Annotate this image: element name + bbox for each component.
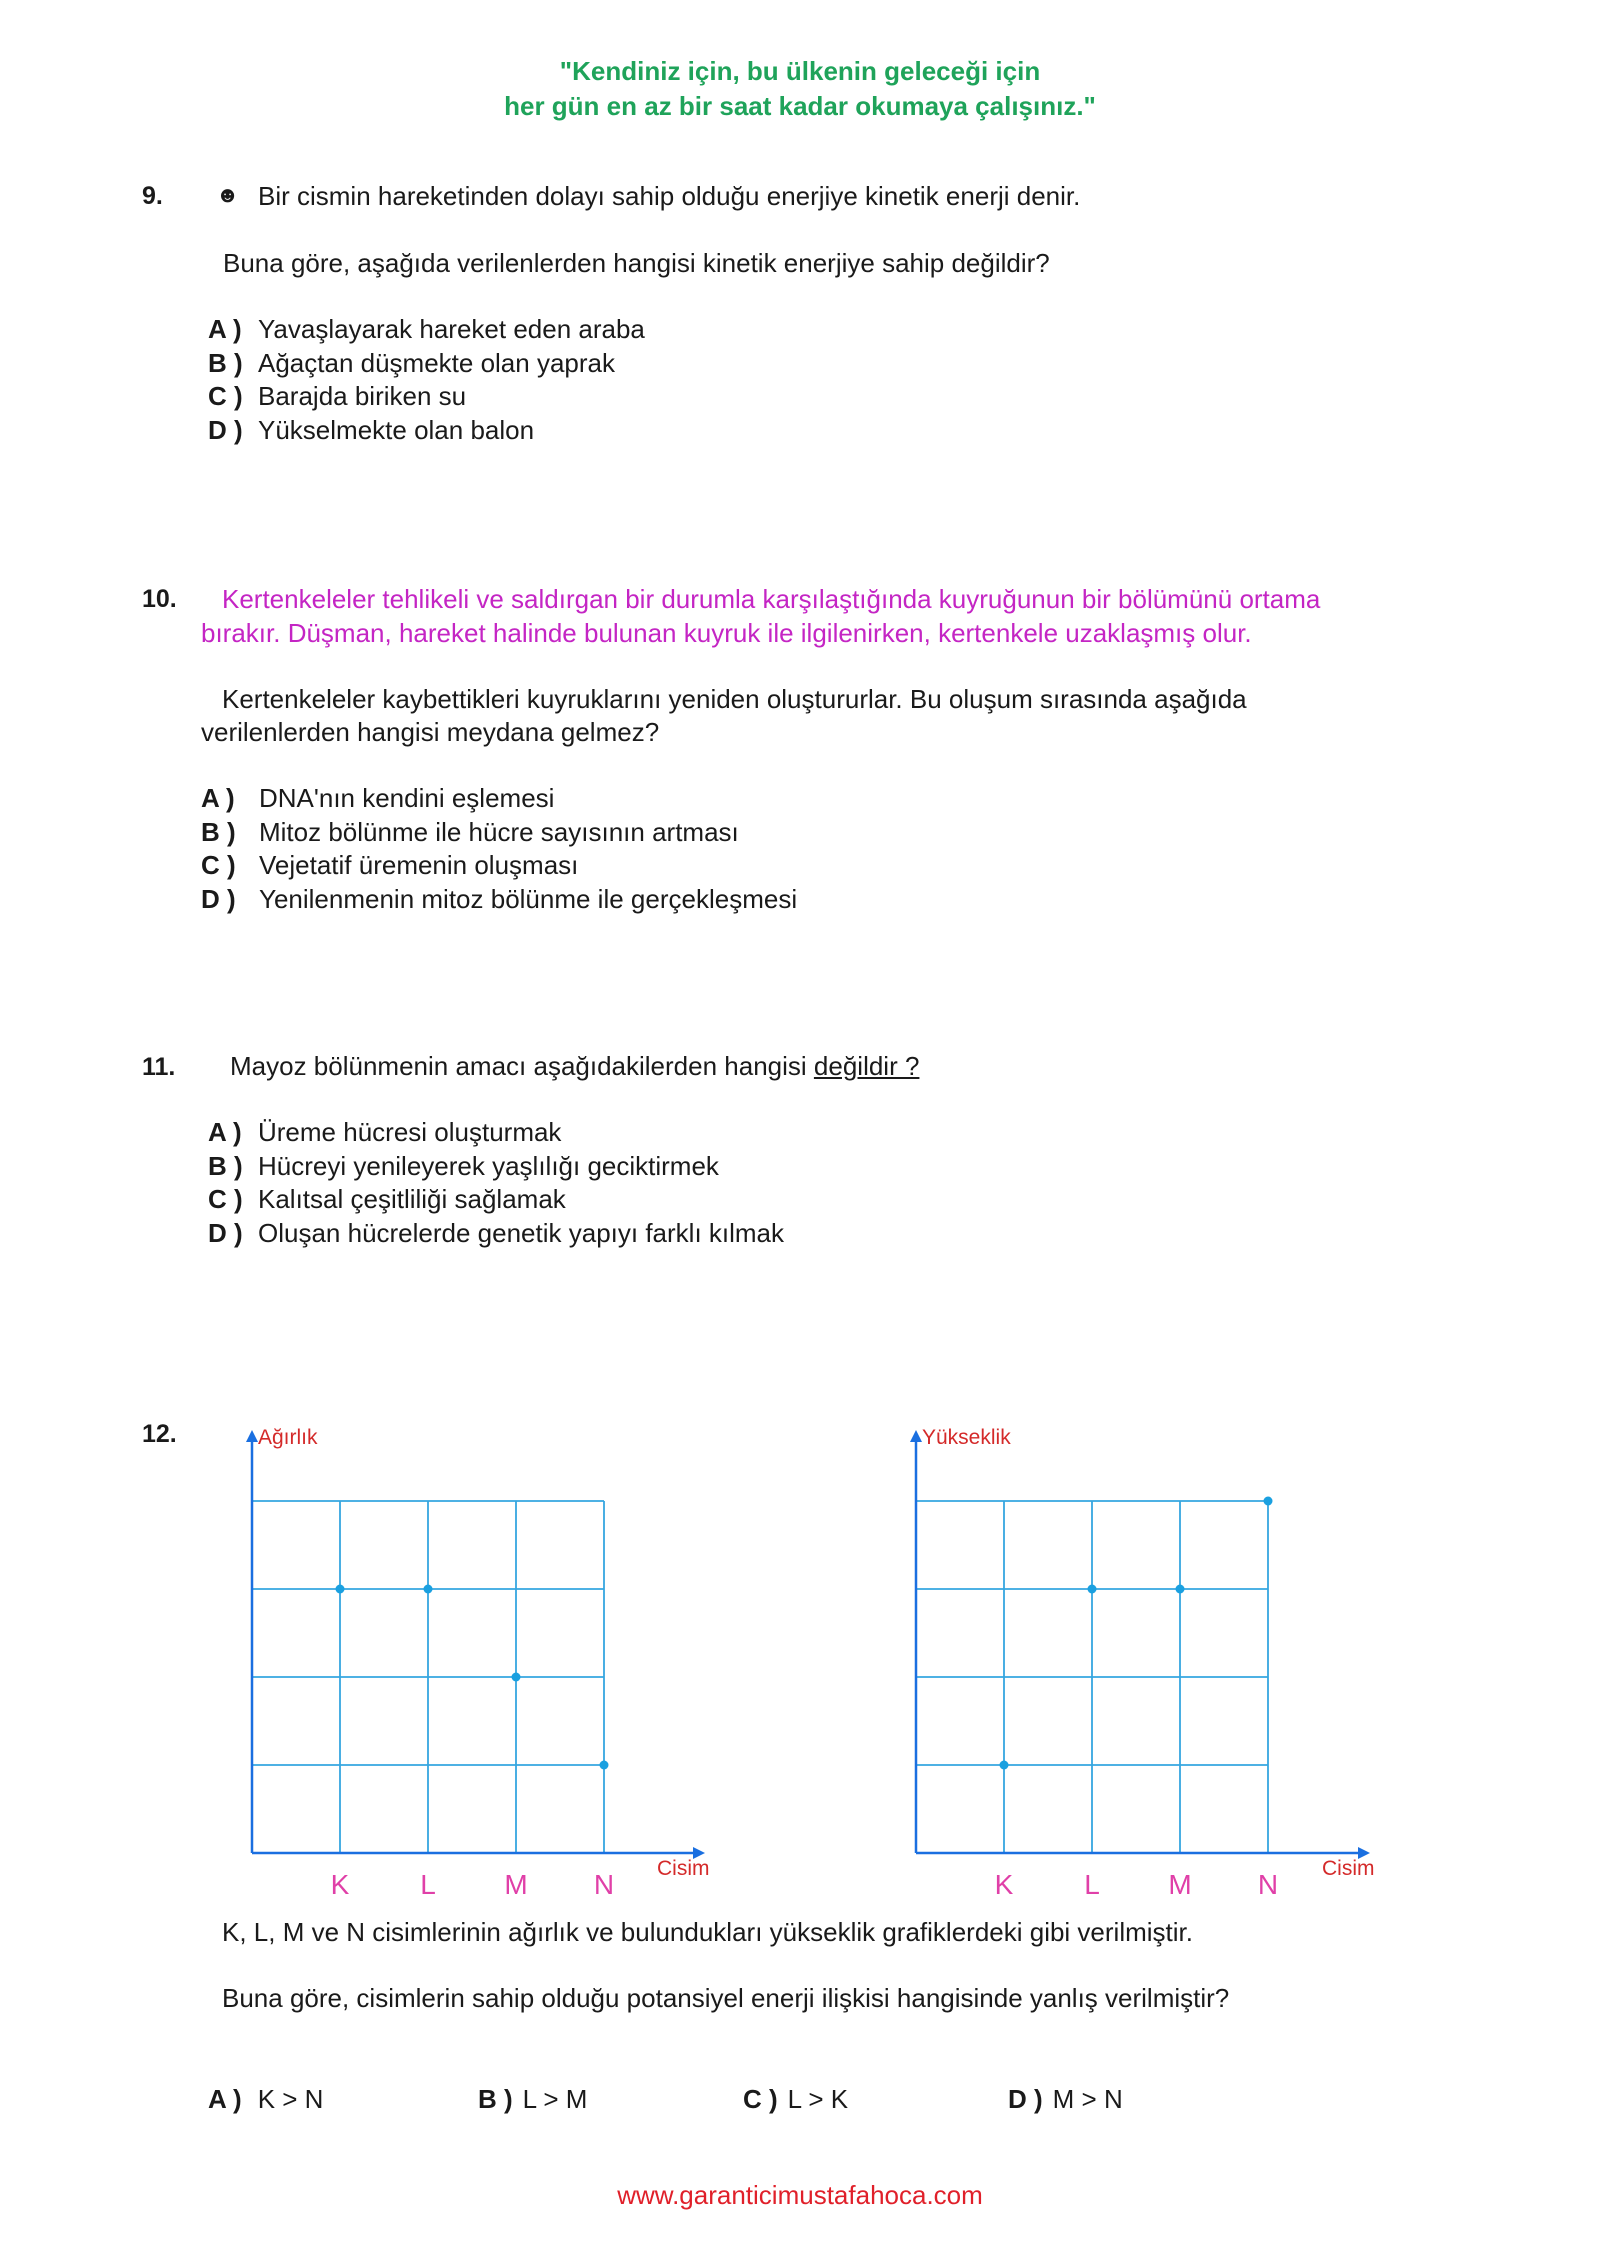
q11-question: Mayoz bölünmenin amacı aşağıdakilerden hangisi değildir ?: [230, 1051, 920, 1081]
q10-intro-line-2: bırakır. Düşman, hareket halinde bulunan kuyruk ile ilgilenirken, kertenkele uzaklaşmış olur.: [201, 618, 1252, 648]
chart2-category-label-k: K: [994, 1869, 1014, 1900]
chart1-y-axis-label: Ağırlık: [258, 1426, 318, 1449]
chart2-data-point-n: [1264, 1497, 1273, 1506]
question-number-10: 10.: [142, 585, 177, 613]
chart2-data-point-m: [1176, 1585, 1185, 1594]
chart1-data-point-l: [424, 1585, 433, 1594]
q12-option-a[interactable]: A ) K > N: [208, 2084, 324, 2114]
chart1-category-label-m: M: [504, 1869, 528, 1900]
q9-option-a[interactable]: A ) Yavaşlayarak hareket eden araba: [208, 314, 645, 344]
chart1-data-point-k: [336, 1585, 345, 1594]
q9-statement: Bir cismin hareketinden dolayı sahip olduğu enerjiye kinetik enerji denir.: [258, 181, 1081, 211]
q11-option-b[interactable]: B ) Hücreyi yenileyerek yaşlılığı geciktirmek: [208, 1150, 719, 1181]
footer-url[interactable]: www.garanticimustafahoca.com: [617, 2180, 983, 2210]
q10-option-a[interactable]: A ) DNA'nın kendini eşlemesi: [201, 783, 555, 813]
chart2-x-axis-label: Cisim: [1322, 1857, 1375, 1880]
q12-statement: K, L, M ve N cisimlerinin ağırlık ve bulundukları yükseklik grafiklerdeki gibi verilmiştir.: [222, 1917, 1193, 1947]
chart2-y-axis-arrow-icon: [910, 1430, 922, 1442]
q10-option-d[interactable]: D ) Yenilenmenin mitoz bölünme ile gerçekleşmesi: [201, 883, 798, 914]
chart1-category-label-k: K: [330, 1869, 350, 1900]
q9-option-b[interactable]: B ) Ağaçtan düşmekte olan yaprak: [208, 347, 615, 378]
chart1-data-point-m: [512, 1673, 521, 1682]
q12-question: Buna göre, cisimlerin sahip olduğu potansiyel enerji ilişkisi hangisinde yanlış verilmiştir?: [222, 1983, 1230, 2013]
q9-question: Buna göre, aşağıda verilenlerden hangisi kinetik enerjiye sahip değildir?: [223, 248, 1050, 278]
question-number-9: 9.: [142, 182, 163, 210]
q9-option-d[interactable]: D ) Yükselmekte olan balon: [208, 414, 535, 445]
q9-option-c[interactable]: C ) Barajda biriken su: [208, 381, 467, 411]
chart1-data-point-n: [600, 1761, 609, 1770]
q12-option-b[interactable]: B ) L > M: [478, 2084, 588, 2114]
q10-question-line-2: verilenlerden hangisi meydana gelmez?: [201, 717, 660, 747]
chart1-x-axis-label: Cisim: [657, 1857, 710, 1880]
chart2-category-label-l: L: [1084, 1869, 1100, 1900]
q12-option-d[interactable]: D ) M > N: [1008, 2084, 1123, 2114]
chart2-data-point-l: [1088, 1585, 1097, 1594]
question-number-12: 12.: [142, 1420, 177, 1448]
chart2-category-label-m: M: [1168, 1869, 1192, 1900]
q10-intro-line-1: Kertenkeleler tehlikeli ve saldırgan bir durumla karşılaştığında kuyruğunun bir bölümünü ortama: [222, 584, 1321, 614]
chart1-y-axis-arrow-icon: [246, 1430, 258, 1442]
q11-option-a[interactable]: A ) Üreme hücresi oluşturmak: [208, 1117, 562, 1147]
chart2-data-point-k: [1000, 1761, 1009, 1770]
smiley-icon: ☻: [216, 182, 240, 207]
q10-question-line-1: Kertenkeleler kaybettikleri kuyruklarını yeniden oluştururlar. Bu oluşum sırasında aşağıda: [222, 684, 1247, 714]
chart1-category-label-l: L: [420, 1869, 436, 1900]
q11-option-d[interactable]: D ) Oluşan hücrelerde genetik yapıyı farklı kılmak: [208, 1217, 785, 1248]
chart2-category-label-n: N: [1257, 1869, 1279, 1900]
q12-option-c[interactable]: C ) L > K: [743, 2084, 849, 2114]
motto-line-1: "Kendiniz için, bu ülkenin geleceği için: [559, 56, 1041, 86]
q10-option-c[interactable]: C ) Vejetatif üremenin oluşması: [201, 850, 579, 880]
q11-underlined-word: değildir ?: [813, 1051, 920, 1081]
q10-option-b[interactable]: B ) Mitoz bölünme ile hücre sayısının artması: [201, 816, 739, 847]
q11-option-c[interactable]: C ) Kalıtsal çeşitliliği sağlamak: [208, 1184, 566, 1214]
motto-line-2: her gün en az bir saat kadar okumaya çalışınız.": [504, 91, 1096, 121]
question-number-11: 11.: [142, 1053, 176, 1081]
chart1-category-label-n: N: [593, 1869, 615, 1900]
chart2-y-axis-label: Yükseklik: [922, 1426, 1011, 1449]
